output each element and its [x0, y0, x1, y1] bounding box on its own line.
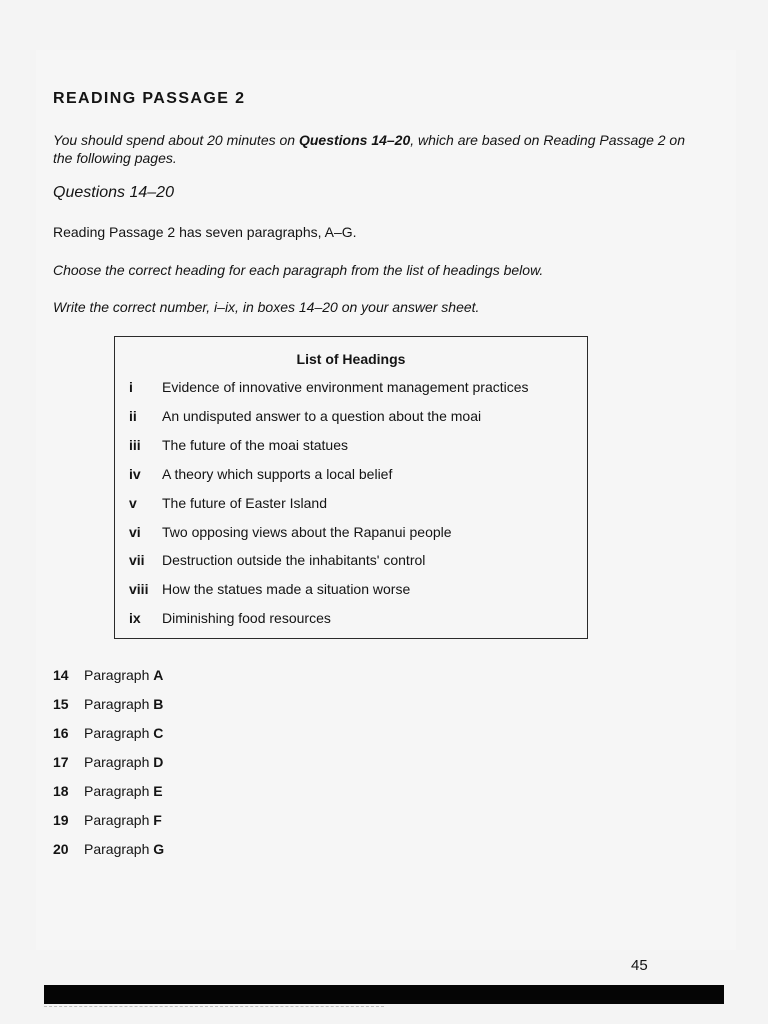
paragraph-letter: C: [153, 725, 164, 741]
instruction-choose-heading: Choose the correct heading for each paragraph from the list of headings below.: [53, 262, 544, 278]
scan-artifact: [44, 1006, 384, 1010]
heading-numeral: ix: [129, 610, 141, 626]
heading-item: [115, 610, 587, 632]
question-number: 16: [53, 725, 69, 741]
questions-range: Questions 14–20: [53, 184, 174, 201]
heading-item: [115, 379, 587, 401]
question-label: [84, 812, 162, 828]
heading-item: [115, 552, 587, 574]
question-label: [84, 725, 163, 741]
question-number: 20: [53, 841, 69, 857]
question-number: 17: [53, 754, 69, 770]
heading-numeral: vii: [129, 552, 145, 568]
intro-text-questions: Questions 14–20: [298, 132, 411, 148]
paragraph-letter: F: [153, 812, 162, 828]
question-number: 18: [53, 783, 69, 799]
heading-text: Destruction outside the inhabitants' control: [162, 552, 426, 568]
heading-text: Two opposing views about the Rapanui people: [162, 524, 452, 540]
question-number: 15: [53, 696, 69, 712]
paragraph-letter: A: [153, 667, 164, 683]
paragraph-letter: E: [153, 783, 163, 799]
question-label-text: Paragraph: [84, 783, 150, 799]
heading-numeral: i: [129, 379, 133, 395]
heading-item: [115, 437, 587, 459]
heading-numeral: viii: [129, 581, 149, 597]
heading-numeral: v: [129, 495, 137, 511]
question-label: [84, 667, 163, 683]
list-of-headings-title: List of Headings: [296, 351, 406, 367]
instruction-write-answer: Write the correct number, i–ix, in boxes 14–20 on your answer sheet.: [53, 299, 480, 315]
intro-text: [53, 131, 693, 167]
heading-numeral: ii: [129, 408, 137, 424]
heading-item: [115, 466, 587, 488]
question-number: 19: [53, 812, 69, 828]
instruction-paragraph-count: Reading Passage 2 has seven paragraphs, A–G.: [53, 224, 357, 240]
question-label-text: Paragraph: [84, 667, 150, 683]
heading-text: A theory which supports a local belief: [162, 466, 393, 482]
question-label-text: Paragraph: [84, 812, 150, 828]
heading-item: [115, 408, 587, 430]
heading-numeral: iv: [129, 466, 141, 482]
page-number: 45: [631, 957, 648, 974]
paragraph-letter: G: [153, 841, 165, 857]
question-label: [84, 841, 164, 857]
heading-item: [115, 581, 587, 603]
question-label: [84, 754, 163, 770]
heading-text: The future of the moai statues: [162, 437, 348, 453]
question-label-text: Paragraph: [84, 725, 150, 741]
heading-text: The future of Easter Island: [162, 495, 327, 511]
heading-numeral: vi: [129, 524, 141, 540]
heading-numeral: iii: [129, 437, 141, 453]
heading-item: [115, 495, 587, 517]
question-label: [84, 696, 163, 712]
paragraph-letter: B: [153, 696, 164, 712]
intro-text-end: , which are based on Reading Passage 2 on the following pages.: [53, 132, 685, 166]
question-label-text: Paragraph: [84, 841, 150, 857]
paragraph-letter: D: [153, 754, 164, 770]
intro-text-start: You should spend about 20 minutes on: [53, 132, 299, 148]
page-title: READING PASSAGE 2: [53, 90, 246, 107]
list-of-headings-box: [114, 336, 588, 639]
heading-text: An undisputed answer to a question about the moai: [162, 408, 482, 424]
heading-text: Diminishing food resources: [162, 610, 331, 626]
heading-text: How the statues made a situation worse: [162, 581, 411, 597]
heading-item: [115, 524, 587, 546]
question-label: [84, 783, 163, 799]
heading-text: Evidence of innovative environment management practices: [162, 379, 529, 395]
question-label-text: Paragraph: [84, 696, 150, 712]
question-label-text: Paragraph: [84, 754, 150, 770]
question-number: 14: [53, 667, 69, 683]
scan-footer-bar: [44, 985, 724, 1004]
